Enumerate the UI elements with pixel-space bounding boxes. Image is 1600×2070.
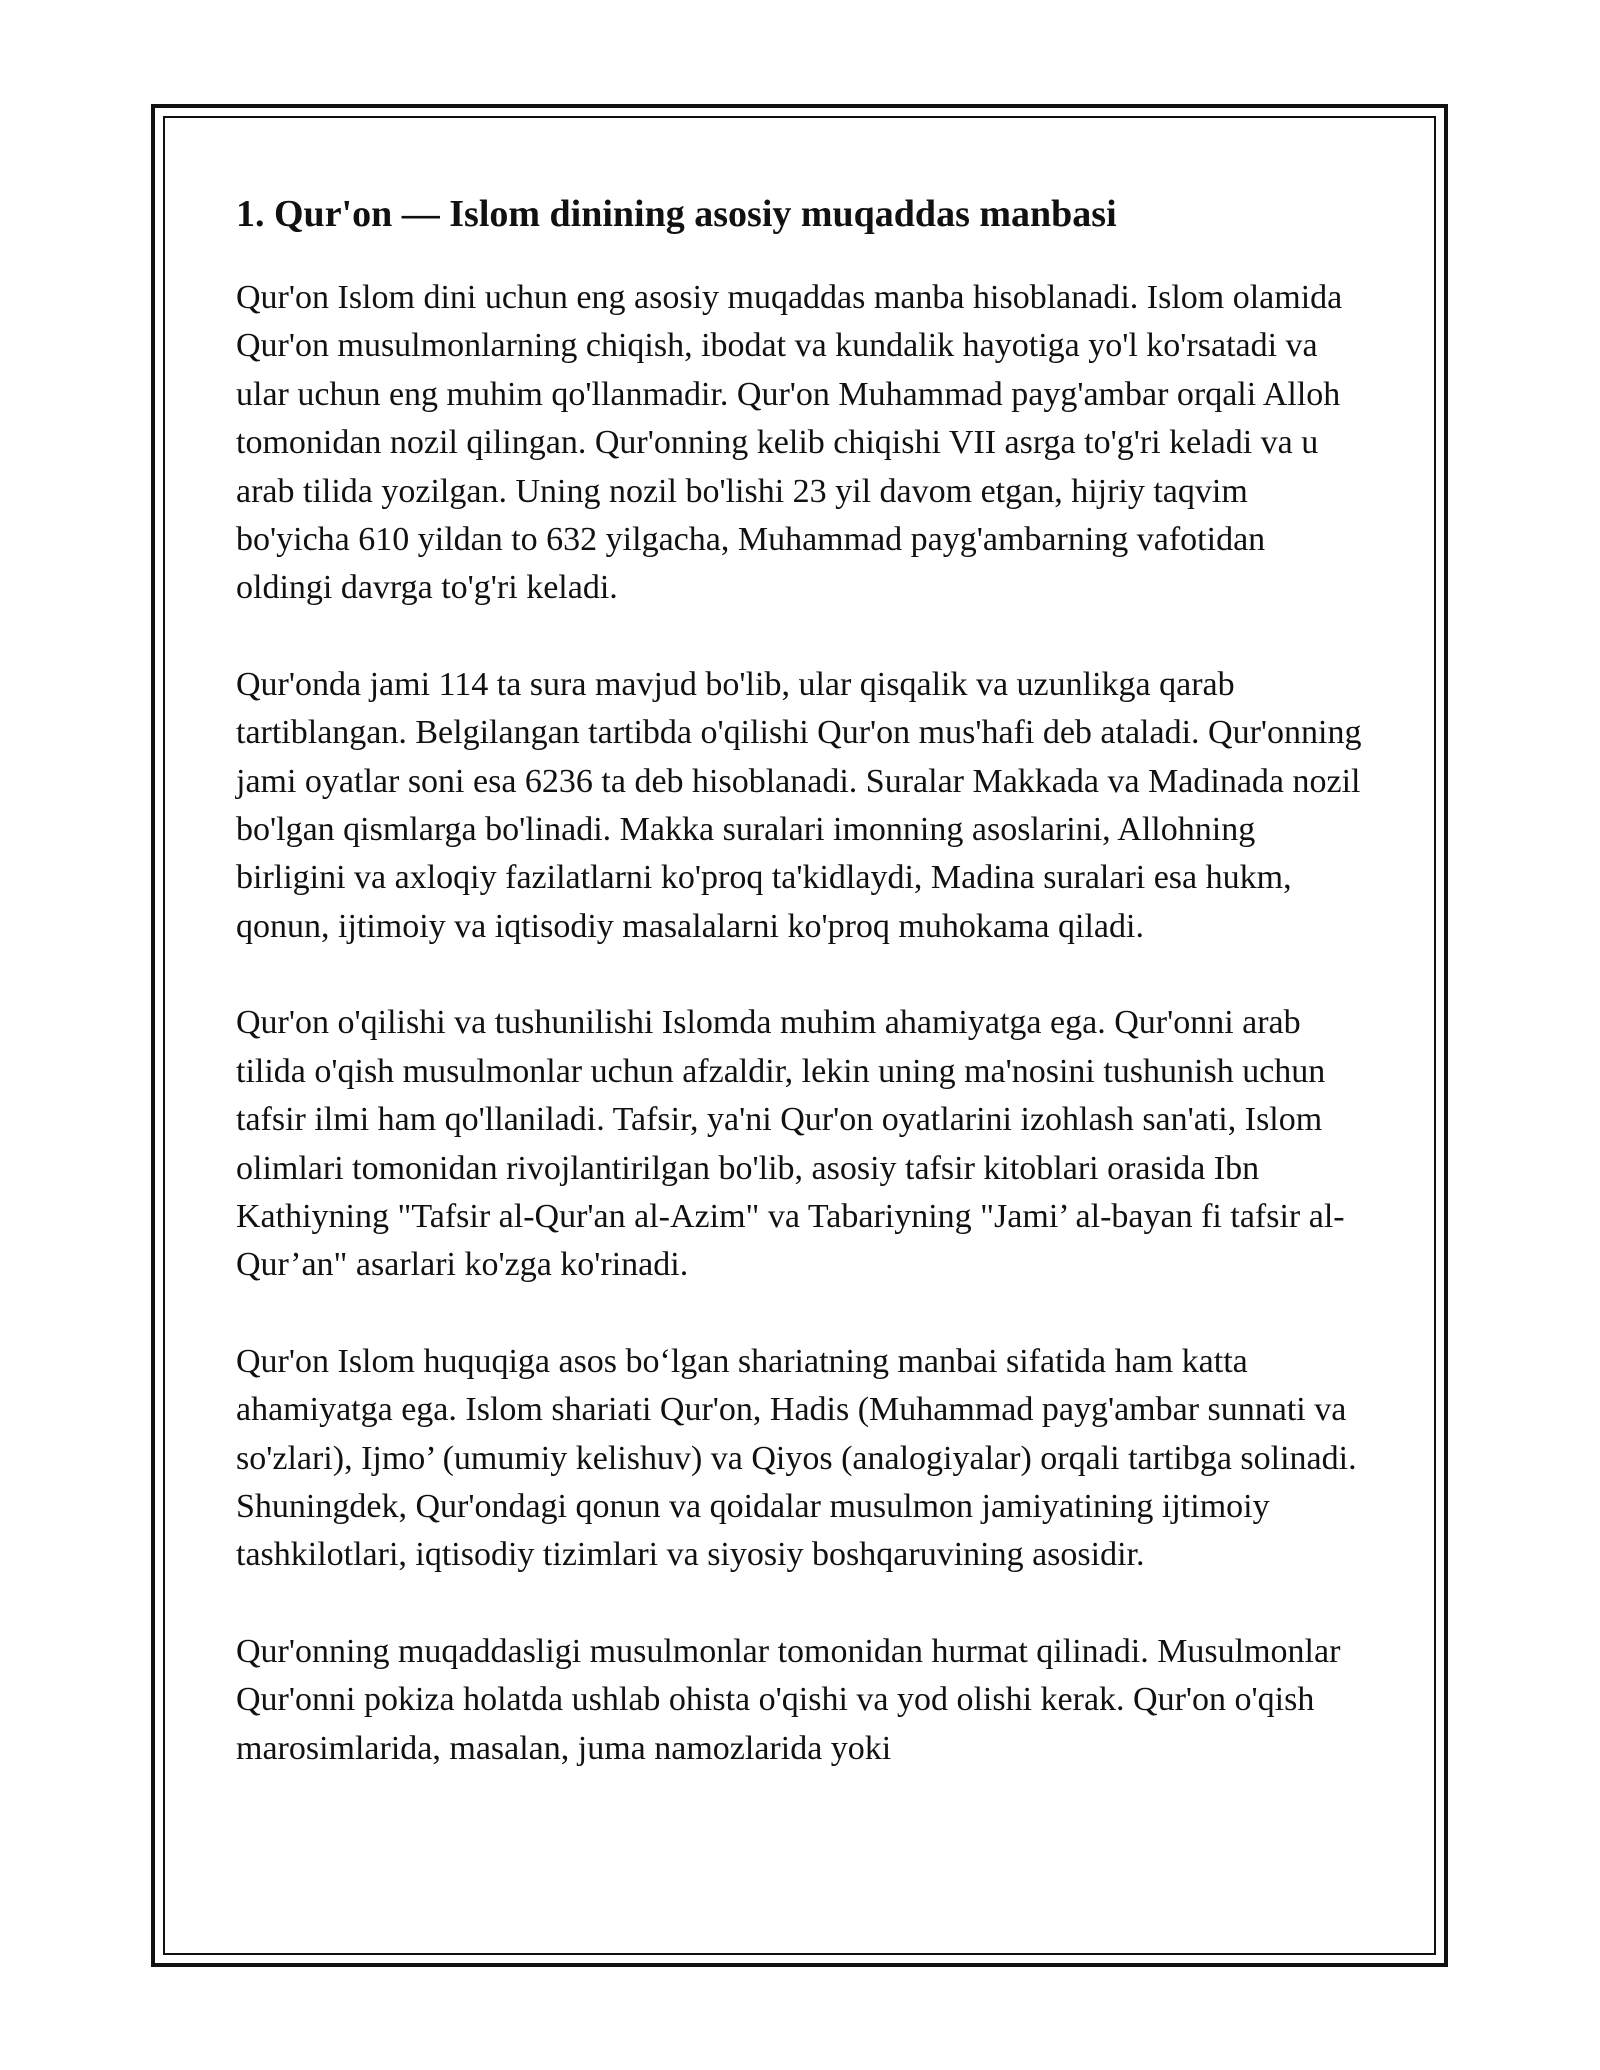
paragraph-5: Qur'onning muqaddasligi musulmonlar tomonidan hurmat qilinadi. Musulmonlar Qur'onni pokiza holatda ushlab ohista o'qishi va yod olishi kerak. Qur'on o'qish marosimlarida, masalan, juma namozlarida yoki	[236, 1632, 1341, 1767]
paragraph-1: Qur'on Islom dini uchun eng asosiy muqaddas manba hisoblanadi. Islom olamida Qur'on musulmonlarning chiqish, ibodat va kundalik hayotiga yo'l ko'rsatadi va ular uchun eng muhim qo'llanmadir. Qur'on Muhammad payg'ambar orqali Alloh tomonidan nozil qilingan. Qur'onning kelib chiqishi VII asrga to'g'ri keladi va u arab tilida yozilgan. Uning nozil bo'lishi 23 yil davom etgan, hijriy taqvim bo'yicha 610 yildan to 632 yilgacha, Muhammad payg'ambarning vafotidan oldingi davrga to'g'ri keladi.	[236, 279, 1343, 607]
paragraph-3: Qur'on o'qilishi va tushunilishi Islomda muhim ahamiyatga ega. Qur'onni arab tilida o'qish musulmonlar uchun afzaldir, lekin uning ma'nosini tushunish uchun tafsir ilmi ham qo'llaniladi. Tafsir, ya'ni Qur'on oyatlarini izohlash san'ati, Islom olimlari tomonidan rivojlantirilgan bo'lib, asosiy tafsir kitoblari orasida Ibn Kathiyning "Tafsir al-Qur'an al-Azim" va Tabariyning "Jami’ al-bayan fi tafsir al-Qur’an" asarlari ko'zga ko'rinadi.	[236, 1004, 1345, 1284]
paragraph-2: Qur'onda jami 114 ta sura mavjud bo'lib, ular qisqalik va uzunlikga qarab tartiblangan. Belgilangan tartibda o'qilishi Qur'on mus'hafi deb ataladi. Qur'onning jami oyatlar soni esa 6236 ta deb hisoblanadi. Suralar Makkada va Madinada nozil bo'lgan qismlarga bo'linadi. Makka suralari imonning asoslarini, Allohning birligini va axloqiy fazilatlarni ko'proq ta'kidlaydi, Madina suralari esa hukm, qonun, ijtimoiy va iqtisodiy masalalarni ko'proq muhokama qiladi.	[236, 665, 1362, 945]
document-content	[236, 188, 1366, 1773]
section-heading: 1. Qur'on — Islom dinining asosiy muqaddas manbasi	[236, 193, 1117, 235]
paragraph-4: Qur'on Islom huquqiga asos bo‘lgan shariatning manbai sifatida ham katta ahamiyatga ega. Islom shariati Qur'on, Hadis (Muhammad payg'ambar sunnati va so'zlari), Ijmo’ (umumiy kelishuv) va Qiyos (analogiyalar) orqali tartibga solinadi. Shuningdek, Qur'ondagi qonun va qoidalar musulmon jamiyatining ijtimoiy tashkilotlari, iqtisodiy tizimlari va siyosiy boshqaruvining asosidir.	[236, 1342, 1357, 1574]
